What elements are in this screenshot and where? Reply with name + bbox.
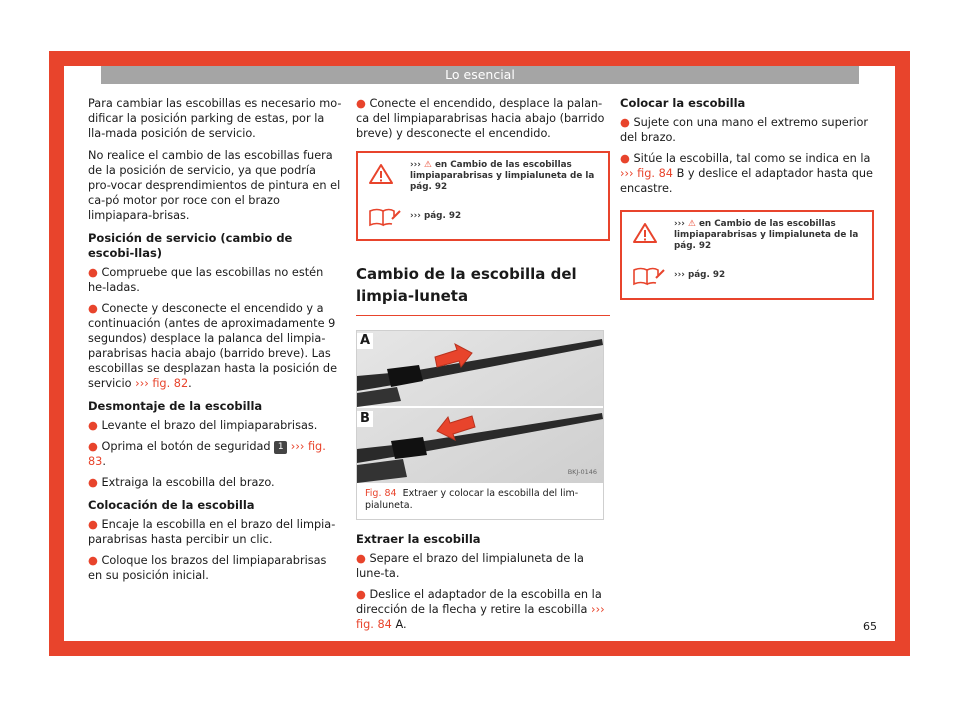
callout-number: 1 <box>274 441 287 454</box>
list-item-text: Sitúe la escobilla, tal como se indica en la <box>633 152 871 165</box>
subheading: Desmontaje de la escobilla <box>88 399 263 413</box>
list-item-text: Sujete con una mano el extremo superior del brazo. <box>620 116 869 144</box>
wiper-illustration <box>357 331 603 483</box>
page <box>64 66 895 641</box>
list-item <box>356 551 610 581</box>
list-item: ● Conecte y desconecte el encendido y a continuación (antes de aproximadamente 9 segundos) desplace la palanca del limpia-parabrisas hacia abajo (barrido breve). Las escobillas se desplazan hasta la posición de servicio ››› fig. 82. <box>88 302 338 390</box>
list-item <box>620 115 874 145</box>
list-item <box>620 151 874 196</box>
list-item-text: Encaje la escobilla en el brazo del limpia-parabrisas hasta percibir un clic. <box>88 518 336 546</box>
bullet-icon: ● <box>356 588 366 601</box>
bullet-icon: ● <box>88 518 98 531</box>
warning-reference[interactable]: ››› ⚠ en Cambio de las escobillas limpiaparabrisas y limpialuneta de la pág. 92 <box>410 160 595 192</box>
subheading: Colocación de la escobilla <box>88 498 255 512</box>
bullet-icon: ● <box>88 302 98 315</box>
figure-link[interactable]: ››› fig. 84 <box>620 167 673 180</box>
note-book-icon <box>368 205 402 227</box>
paragraph: No realice el cambio de las escobillas fuera de la posición de servicio, ya que podría pro-vocar desprendimientos de pintura en el ca-pó motor por roce con el brazo limpiapara-brisas. <box>88 149 341 222</box>
section-title: Cambio de la escobilla del limpia-luneta <box>356 263 610 316</box>
list-item-text: Extraiga la escobilla del brazo. <box>101 476 275 489</box>
figure-link[interactable]: ››› fig. 83 <box>88 440 326 468</box>
bullet-icon: ● <box>620 152 630 165</box>
list-item-text: Conecte y desconecte el encendido y a continuación (antes de aproximadamente 9 segundos) desplace la palanca del limpia-parabrisas hacia abajo (barrido breve). Las escobillas se desplazan hasta la posición de servicio <box>88 302 338 390</box>
list-item-text: Coloque los brazos del limpiaparabrisas en su posición inicial. <box>88 554 327 582</box>
bullet-icon: ● <box>88 419 98 432</box>
warning-triangle-icon <box>368 163 394 185</box>
warning-small-icon: ⚠ <box>423 160 432 170</box>
list-item <box>88 418 342 433</box>
warning-box <box>620 210 874 300</box>
warning-small-icon: ⚠ <box>687 219 696 229</box>
list-item-text: Deslice el adaptador de la escobilla en la dirección de la flecha y retire la escobilla <box>356 588 602 616</box>
list-item <box>88 265 342 295</box>
section-header: Lo esencial <box>101 66 859 84</box>
figure-caption-label: Fig. 84 <box>365 488 397 499</box>
figure-caption-text: Extraer y colocar la escobilla del lim-pialuneta. <box>365 488 579 511</box>
list-item <box>356 96 610 141</box>
warning-triangle-icon <box>632 222 658 244</box>
subheading: Posición de servicio (cambio de escobi-llas) <box>88 231 293 260</box>
figure-link[interactable]: ››› fig. 82 <box>135 377 189 390</box>
subheading: Colocar la escobilla <box>620 96 746 110</box>
list-item-text: A. <box>395 618 407 631</box>
paragraph: Para cambiar las escobillas es necesario mo-dificar la posición parking de estas, por la lla-mada posición de servicio. <box>88 97 342 140</box>
list-item-text: Oprima el botón de seguridad <box>101 440 271 453</box>
note-book-icon <box>632 264 666 286</box>
figure-caption <box>357 483 603 519</box>
bullet-icon: ● <box>88 266 98 279</box>
list-item-text: Separe el brazo del limpialuneta de la lune-ta. <box>356 552 584 580</box>
warning-reference[interactable]: ››› ⚠ en Cambio de las escobillas limpiaparabrisas y limpialuneta de la pág. 92 <box>674 219 859 251</box>
column-1 <box>88 96 342 589</box>
figure-link[interactable]: ››› fig. 84 <box>356 603 605 631</box>
bullet-icon: ● <box>88 476 98 489</box>
bullet-icon: ● <box>88 554 98 567</box>
bullet-icon: ● <box>356 97 366 110</box>
list-item <box>88 553 342 583</box>
list-item <box>88 475 342 490</box>
list-item-text: Levante el brazo del limpiaparabrisas. <box>101 419 318 432</box>
figure-label-a: A <box>360 333 371 348</box>
note-reference[interactable]: ››› pág. 92 <box>410 211 462 221</box>
note-reference[interactable]: ››› pág. 92 <box>674 270 726 280</box>
figure-84 <box>356 330 604 520</box>
list-item <box>356 587 610 632</box>
list-item-text: B y deslice el adaptador hasta que encastre. <box>620 167 873 195</box>
bullet-icon: ● <box>620 116 630 129</box>
subheading: Extraer la escobilla <box>356 532 481 546</box>
list-item: ● Oprima el botón de seguridad 1 ››› fig. 83. <box>88 440 326 468</box>
figure-code: BKJ-0146 <box>567 468 597 476</box>
figure-image <box>357 331 603 483</box>
warning-box <box>356 151 610 241</box>
page-number: 65 <box>863 620 877 633</box>
column-3 <box>620 96 874 312</box>
page-frame <box>49 51 910 656</box>
bullet-icon: ● <box>88 440 98 453</box>
column-2 <box>356 96 610 638</box>
list-item-text: Conecte el encendido, desplace la palan-ca del limpiaparabrisas hacia abajo (barrido breve) y desconecte el encendido. <box>356 97 605 140</box>
list-item-text: Compruebe que las escobillas no estén he-ladas. <box>88 266 324 294</box>
list-item <box>88 517 342 547</box>
bullet-icon: ● <box>356 552 366 565</box>
figure-label-b: B <box>360 411 370 426</box>
